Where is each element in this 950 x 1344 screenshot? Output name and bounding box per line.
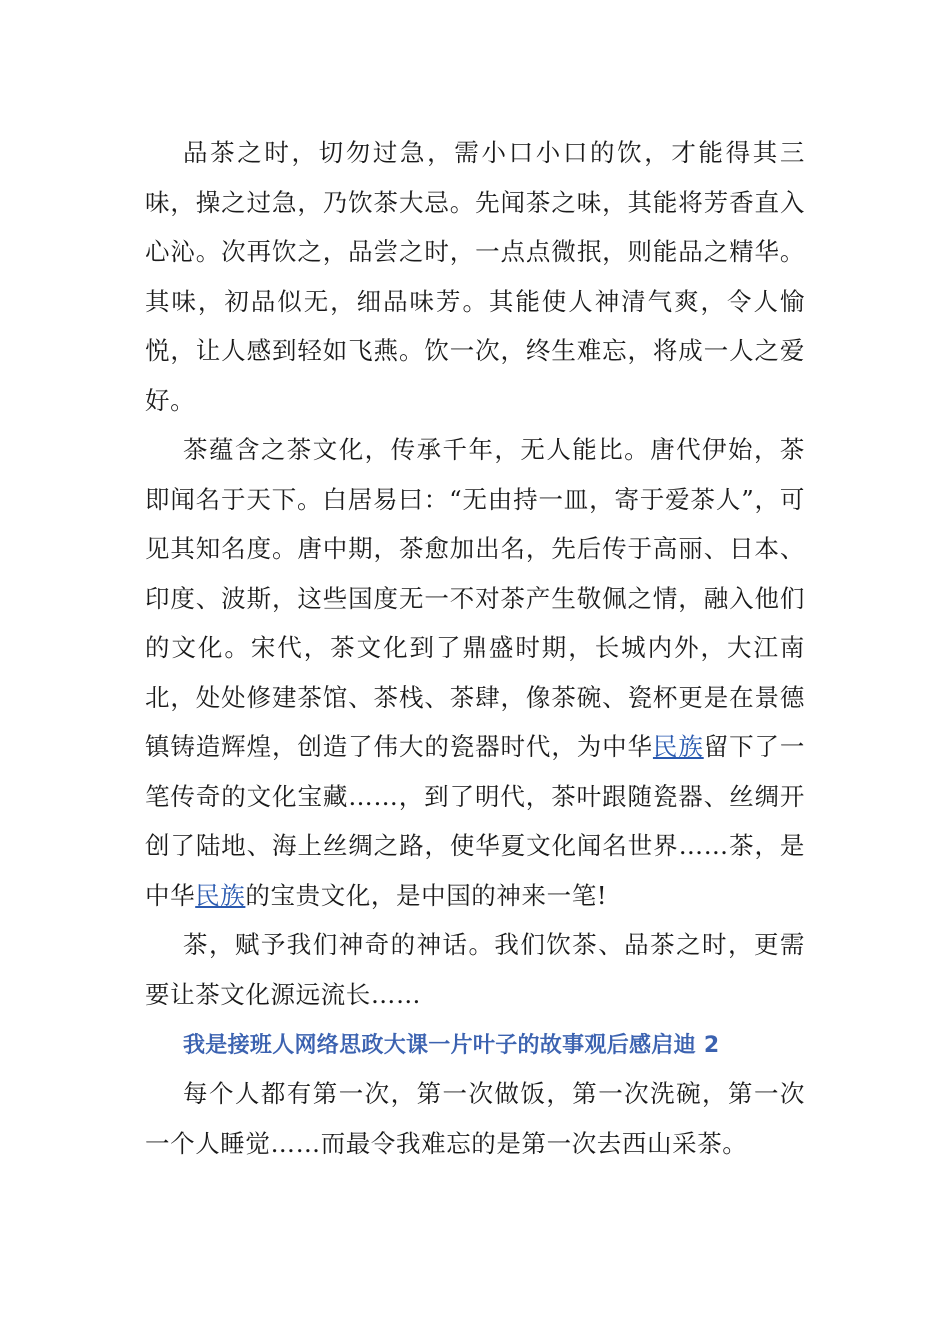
nation-link[interactable]: 民族	[652, 732, 704, 761]
paragraph-text: 留下了一笔传奇的文化宝藏……，到了明代，茶叶跟随瓷器、丝绸开创了陆地、海上丝绸之路，使华夏文化闻名世界……茶，是中华	[145, 732, 806, 910]
paragraph-text: 的宝贵文化，是中国的神来一笔!	[245, 880, 608, 910]
nation-link[interactable]: 民族	[195, 880, 246, 910]
paragraph-tea-myth: 茶，赋予我们神奇的神话。我们饮茶、品茶之时，更需要让茶文化源远流长……	[145, 930, 805, 1009]
paragraph-tea-culture	[145, 425, 805, 920]
paragraph-tea-tasting: 品茶之时，切勿过急，需小口小口的饮，才能得其三味，操之过急，乃饮茶大忌。先闻茶之味，其能将芳香直入心沁。次再饮之，品尝之时，一点点微抿，则能品之精华。其味，初品似无，细品味芳。其能使人神清气爽，令人愉悦，让人感到轻如飞燕。饮一次，终生难忘，将成一人之爱好。	[145, 138, 805, 415]
section-heading: 我是接班人网络思政大课一片叶子的故事观后感启迪 2	[183, 1033, 720, 1058]
paragraph-text: 茶蕴含之茶文化，传承千年，无人能比。唐代伊始，茶即闻名于天下。白居易曰：“无由持一皿，寄于爱茶人”，可见其知名度。唐中期，茶愈加出名，先后传于高丽、日本、印度、波斯，这些国度无一不对茶产生敬佩之情，融入他们的文化。宋代，茶文化到了鼎盛时期，长城内外，大江南北，处处修建茶馆、茶栈、茶肆，像茶碗、瓷杯更是在景德镇铸造辉煌，创造了伟大的瓷器时代，为中华	[145, 435, 805, 761]
document-page	[145, 128, 805, 1168]
paragraph-first-time: 每个人都有第一次，第一次做饭，第一次洗碗，第一次一个人睡觉……而最令我难忘的是第一次去西山采茶。	[145, 1079, 805, 1158]
